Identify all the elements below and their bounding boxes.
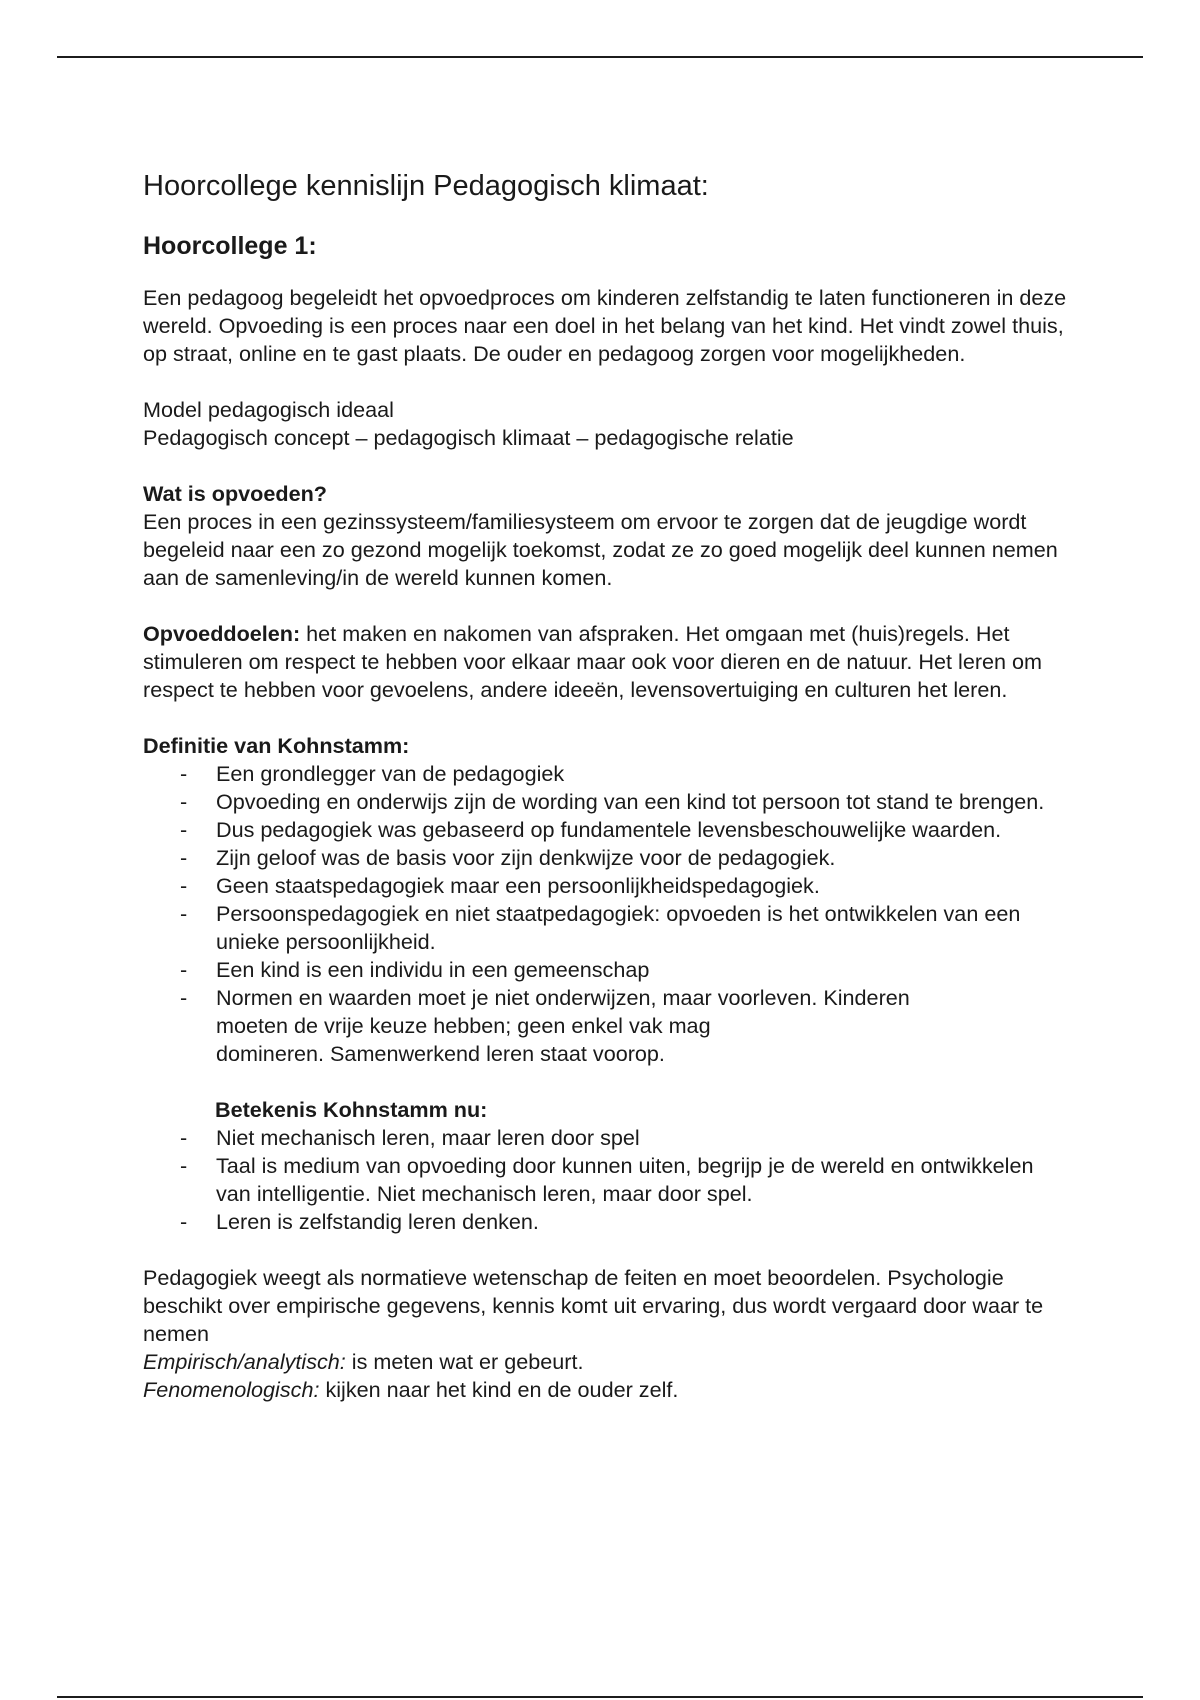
fenomenologisch-line [143, 1376, 1073, 1404]
list-item-line: - Normen en waarden moet je niet onderwijzen, maar voorleven. Kinderen [216, 985, 910, 1010]
list-item: - Niet mechanisch leren, maar leren door spel [216, 1124, 1073, 1152]
list-item: - Een kind is een individu in een gemeenschap [216, 956, 1073, 984]
opvoeddoelen-paragraph [143, 620, 1073, 704]
opvoeden-paragraph: Een proces in een gezinssysteem/familiesysteem om ervoor te zorgen dat de jeugdige wordt begeleid naar een zo gezond mogelijk toekomst, zodat ze zo goed mogelijk deel kunnen nemen aan de samenleving/in de wereld kunnen komen. [143, 509, 1058, 590]
footer-rule [57, 1696, 1143, 1698]
list-item: - Taal is medium van opvoeding door kunnen uiten, begrijp je de wereld en ontwikkelen van intelligentie. Niet mechanisch leren, maar door spel. [216, 1152, 1073, 1208]
list-item-line: moeten de vrije keuze hebben; geen enkel vak mag [216, 1013, 711, 1038]
concept-line: Pedagogisch concept – pedagogisch klimaat – pedagogische relatie [143, 425, 794, 450]
model-line: Model pedagogisch ideaal [143, 397, 394, 422]
fenomenologisch-label: Fenomenologisch: [143, 1377, 320, 1402]
list-item: - Zijn geloof was de basis voor zijn denkwijze voor de pedagogiek. [216, 844, 1073, 872]
opvoeden-section [143, 480, 1073, 592]
intro-paragraph: Een pedagoog begeleidt het opvoedproces om kinderen zelfstandig te laten functioneren in deze wereld. Opvoeding is een proces naar een doel in het belang van het kind. Het vindt zowel thuis, op straat, online en te gast plaats. De ouder en pedagoog zorgen voor mogelijkheden. [143, 285, 1067, 366]
lecture-heading: Hoorcollege 1: [143, 232, 317, 260]
list-item: - Dus pedagogiek was gebaseerd op fundamentele levensbeschouwelijke waarden. [216, 816, 1073, 844]
document-body [143, 168, 1073, 1404]
list-item: - Leren is zelfstandig leren denken. [216, 1208, 1073, 1236]
betekenis-heading: Betekenis Kohnstamm nu: [215, 1097, 488, 1122]
betekenis-list [143, 1124, 1073, 1236]
header-rule [57, 56, 1143, 58]
empirisch-text: is meten wat er gebeurt. [345, 1349, 584, 1374]
list-item [216, 984, 1073, 1068]
list-item: - Opvoeding en onderwijs zijn de wording van een kind tot persoon tot stand te brengen. [216, 788, 1073, 816]
kohnstamm-section [143, 732, 1073, 1068]
model-block [143, 396, 1073, 452]
opvoeddoelen-text: het maken en nakomen van afspraken. Het omgaan met (huis)regels. Het stimuleren om respect te hebben voor elkaar maar ook voor dieren en de natuur. Het leren om respect te hebben voor gevoelens, andere ideeën, levensovertuiging en culturen het leren. [143, 621, 1043, 702]
fenomenologisch-text: kijken naar het kind en de ouder zelf. [319, 1377, 679, 1402]
list-item: - Geen staatspedagogiek maar een persoonlijkheidspedagogiek. [216, 872, 1073, 900]
document-title: Hoorcollege kennislijn Pedagogisch klimaat: [143, 170, 709, 202]
betekenis-section [143, 1096, 1073, 1236]
list-item: - Een grondlegger van de pedagogiek [216, 760, 1073, 788]
empirisch-label: Empirisch/analytisch: [143, 1349, 346, 1374]
opvoeden-heading: Wat is opvoeden? [143, 481, 327, 506]
kohnstamm-heading: Definitie van Kohnstamm: [143, 733, 410, 758]
list-item: - Persoonspedagogiek en niet staatpedagogiek: opvoeden is het ontwikkelen van een unieke persoonlijkheid. [216, 900, 1073, 956]
kohnstamm-list [143, 760, 1073, 1068]
empirisch-line [143, 1348, 1073, 1376]
list-item-line: domineren. Samenwerkend leren staat voorop. [216, 1041, 665, 1066]
pedagogiek-paragraph: Pedagogiek weegt als normatieve wetenschap de feiten en moet beoordelen. Psychologie beschikt over empirische gegevens, kennis komt uit ervaring, dus wordt vergaard door waar te nemen [143, 1265, 1044, 1346]
opvoeddoelen-label: Opvoeddoelen: [143, 621, 301, 646]
pedagogiek-section [143, 1264, 1073, 1404]
